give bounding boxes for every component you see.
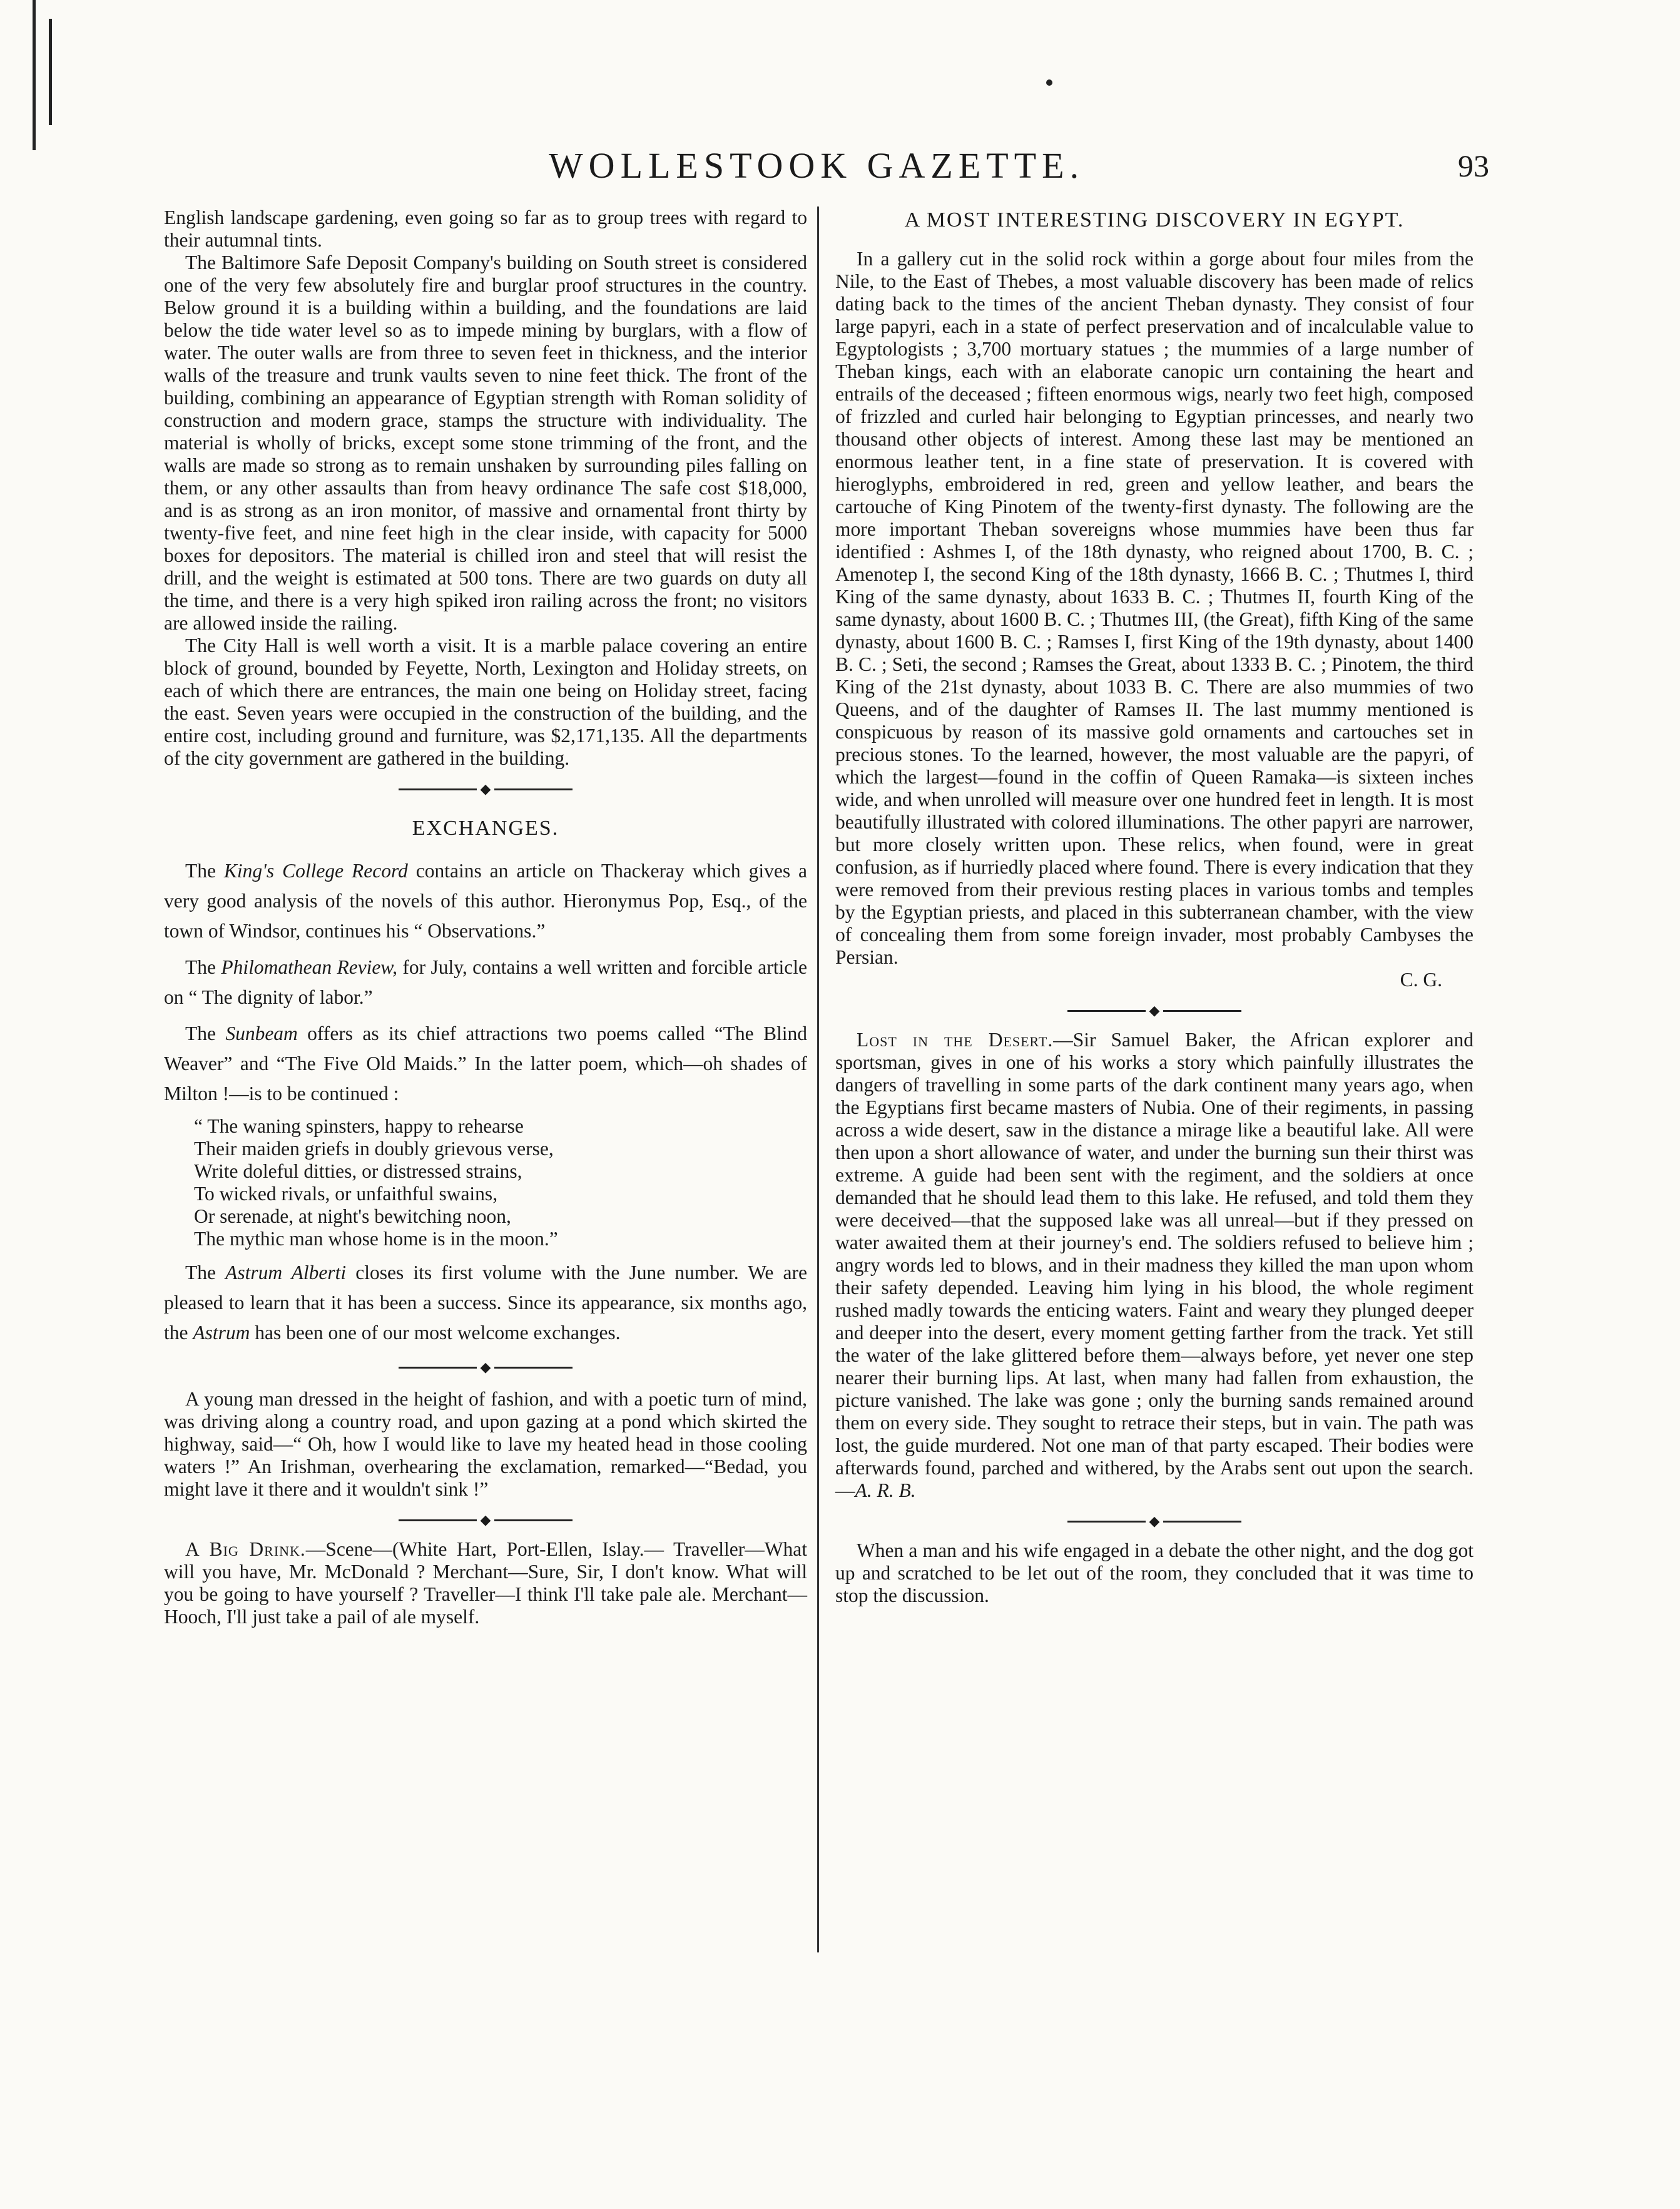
right-column — [835, 207, 1474, 1607]
poem-line: Their maiden griefs in doubly grievous verse, — [194, 1138, 554, 1160]
exchanges-section — [164, 856, 807, 1109]
publication-name: King's College Record — [223, 860, 408, 882]
section-divider: ◆ — [835, 1512, 1474, 1531]
poem-line: Or serenade, at night's bewitching noon, — [194, 1205, 511, 1227]
paragraph: The Sunbeam offers as its chief attractions two poems called “The Blind Weaver” and “The Five Old Maids.” In the latter poem, which—oh shades of Milton !—is to be continued : — [164, 1023, 808, 1104]
column-divider — [817, 207, 819, 1952]
item-title: Lost in the Desert. — [857, 1029, 1054, 1051]
masthead — [144, 141, 1489, 191]
paragraph: The King's College Record contains an article on Thackeray which gives a very good analysis of the novels of this author. Hieronymus Pop, Esq., of the town of Windsor, continues his “ Observations.” — [164, 860, 808, 942]
paragraph: The City Hall is well worth a visit. It is a marble palace covering an entire block of ground, bounded by Feyette, North, Lexington and Holiday streets, on each of which there are entrances, the main one being on Holiday street, facing the east. Seven years were occupied in the construction of the building, and the entire cost, including ground and furniture, was $2,171,135. All the departments of the city government are gathered in the building. — [164, 635, 807, 769]
paragraph-text: closes its first volume with the June number. We are pleased to learn that it has been a success. Since its appearance, six months ago, the — [164, 1262, 807, 1344]
paragraph: The Philomathean Review, for July, contains a well written and forcible article on “ The dignity of labor.” — [164, 956, 807, 1008]
margin-bar-1 — [33, 0, 36, 150]
poem-line: Write doleful ditties, or distressed strains, — [194, 1160, 522, 1182]
page-title: WOLLESTOOK GAZETTE. — [548, 145, 1085, 186]
ink-dot — [1046, 79, 1052, 86]
publication-name: Astrum Alberti — [225, 1262, 347, 1283]
paragraph: The Baltimore Safe Deposit Company's building on South street is considered one of the very few absolutely fire and burglar proof structures in the country. Below ground it is a building within a building, and the foundations are laid below the tide water level so as to impede mining by burglars, with a flow of water. The outer walls are from three to seven feet in thickness, and the interior walls of the treasure and trunk vaults seven to nine feet thick. The front of the building, combining an appearance of Egyptian strength with Roman solidity of construction and modern grace, stamps the structure with individuality. The material is wholly of bricks, except some stone trimming of the front, and the walls are made so strong as to remain unshaken by surrounding piles falling on them, or any other assaults than from heavy ordinance The safe cost $18,000, and is as strong as an iron monitor, of massive and ornamental front thirty by twenty-five feet, and nine feet high in the clear inside, with capacity for 5000 boxes for depositors. The material is chilled iron and steel that will resist the drill, and the weight is estimated at 500 tons. There are two guards on duty all the time, and there is a very high spiked iron railing across the front; no visitors are allowed inside the railing. — [164, 252, 807, 634]
paragraph-text: contains an article on Thackeray which gives a very good analysis of the novels of this author. Hieronymus Pop, Esq., of the town of Windsor, continues his “ Observations.” — [164, 860, 808, 942]
page-number: 93 — [1458, 148, 1489, 183]
author-initials: C. G. — [1400, 969, 1442, 991]
section-divider: ◆ — [164, 1358, 807, 1377]
left-column — [164, 207, 807, 1628]
paragraph — [835, 1029, 1474, 1502]
publication-name: Sunbeam — [225, 1023, 298, 1044]
poem — [194, 1115, 807, 1250]
paragraph-text: for July, contains a well written and forcible article on “ The dignity of labor.” — [164, 956, 807, 1008]
paragraph-text: —Scene—(White Hart, Port-Ellen, Islay.— Traveller—What will you have, Mr. McDonald ? Merchant—Sure, Sir, I don't know. What will you be going to have yourself ? Traveller—I think I'll take pale ale. Merchant—Hooch, I'll just take a pail of ale myself. — [164, 1538, 807, 1628]
poem-line: The mythic man whose home is in the moon.” — [194, 1228, 558, 1250]
paragraph: In a gallery cut in the solid rock within a gorge about four miles from the Nile, to the East of Thebes, a most valuable discovery has been made of relics dating back to the times of the ancient Theban dynasty. They consist of four large papyri, each in a state of perfect preservation and of incalculable value to Egyptologists ; 3,700 mortuary statues ; the mummies of a large number of Theban kings, each with an elaborate canopic urn containing the heart and entrails of the deceased ; fifteen enormous wigs, nearly two feet high, composed of frizzled and curled hair belonging to Egyptian princesses, and nearly two thousand other objects of interest. Among these last may be mentioned an enormous leather tent, in a fine state of preservation. It is covered with hieroglyphs, embroidered in red, green and yellow leather, and bears the cartouche of King Pinotem of the twenty-first dynasty. The following are the more important Theban sovereigns whose mummies have been thus far identified : Ashmes I, of the 18th dynasty, who reigned about 1700, B. C. ; Amenotep I, the second King of the 18th dynasty, 1666 B. C. ; Thutmes I, third King of the same dynasty, about 1633 B. C. ; Thutmes II, fourth King of the same dynasty, about 1600 B. C. ; Thutmes III, (the Great), fifth King of the same dynasty, about 1600 B. C. ; Ramses I, first King of the 19th dynasty, about 1400 B. C. ; Seti, the second ; Ramses the Great, about 1333 B. C. ; Pinotem, the third King of the 21st dynasty, about 1033 B. C. There are also mummies of two Queens, and of the daughter of Ramses II. The last mummy mentioned is conspicuous by reason of its massive gold ornaments and cartouches set in precious stones. To the learned, however, the most valuable are the papyri, of which the largest—found in the coffin of Queen Ramaka—is sixteen inches wide, and when unrolled will measure over one hundred feet in length. It is most beautifully illustrated with colored illuminations. The other papyri are narrower, but more closely written upon. These relics, when found, were in great confusion, as if hurriedly placed where found. There is every indication that they were removed from their previous resting places in various tombs and temples by the Egyptian priests, and placed in this subterranean chamber, with the view of concealing them from some foreign invader, most probably Cambyses the Persian. — [835, 248, 1474, 968]
section-heading: EXCHANGES. — [412, 817, 559, 840]
paragraph: A young man dressed in the height of fashion, and with a poetic turn of mind, was driving along a country road, and upon gazing at a pond which skirted the highway, said—“ Oh, how I would like to lave my heated head in those cooling waters !” An Irishman, overhearing the exclamation, remarked—“Bedad, you might lave it there and it wouldn't sink !” — [164, 1388, 807, 1500]
margin-bar-2 — [49, 19, 52, 125]
article-heading: A MOST INTERESTING DISCOVERY IN EGYPT. — [904, 208, 1405, 232]
paragraph-text: has been one of our most welcome exchanges. — [255, 1322, 621, 1344]
item-title: A Big Drink. — [185, 1538, 306, 1560]
poem-line: To wicked rivals, or unfaithful swains, — [194, 1183, 498, 1205]
paragraph: The Astrum Alberti closes its first volume with the June number. We are pleased to learn that it has been a success. Since its appearance, six months ago, the Astrum has been one of our most welcome exchanges. — [164, 1262, 807, 1344]
section-divider: ◆ — [835, 1001, 1474, 1020]
section-divider: ◆ — [164, 780, 807, 798]
paragraph: When a man and his wife engaged in a debate the other night, and the dog got up and scratched to be let out of the room, they concluded that it was time to stop the discussion. — [835, 1539, 1474, 1606]
publication-name: Astrum — [193, 1322, 250, 1344]
paragraph: English landscape gardening, even going so far as to group trees with regard to their autumnal tints. — [164, 207, 807, 251]
author-initials: A. R. B. — [855, 1479, 916, 1501]
paragraph-text: offers as its chief attractions two poems called “The Blind Weaver” and “The Five Old Maids.” In the latter poem, which—oh shades of Milton !—is to be continued : — [164, 1023, 808, 1104]
poem-line: “ The waning spinsters, happy to rehearse — [194, 1115, 524, 1137]
paragraph-text: —Sir Samuel Baker, the African explorer and sportsman, gives in one of his works a story which painfully illustrates the dangers of travelling in some parts of the dark continent many years ago, when the Egyptians first became masters of Nubia. One of their regiments, in passing across a wide desert, saw in the distance a mirage like a beautiful lake. All were then upon a short allowance of water, and under the burning sun their thirst was extreme. A guide had been sent with the regiment, and the soldiers at once demanded that he should lead them to this lake. He refused, and told them they were deceived—that the supposed lake was all unreal—but if they pressed on water awaited them at their journey's end. The soldiers refused to believe him ; angry words led to blows, and in their madness they killed the man upon whom their safety depended. Leaving him lying in his blood, the whole regiment rushed madly towards the enticing waters. Faint and weary they plunged deeper and deeper into the desert, every moment getting farther from the track. Yet still the water of the lake glittered before them—always before, yet never one step nearer their burning lips. At last, when many had fallen from exhaustion, the picture vanished. The lake was gone ; only the burning sands remained around them on every side. They sought to retrace their steps, but in vain. The path was lost, the guide murdered. Not one man of that party escaped. Their bodies were afterwards found, parched and withered, by the Arabs sent out upon the search.— — [835, 1029, 1474, 1501]
section-divider: ◆ — [164, 1511, 807, 1529]
publication-name: Philomathean Review, — [221, 956, 397, 978]
paragraph — [164, 1538, 807, 1628]
